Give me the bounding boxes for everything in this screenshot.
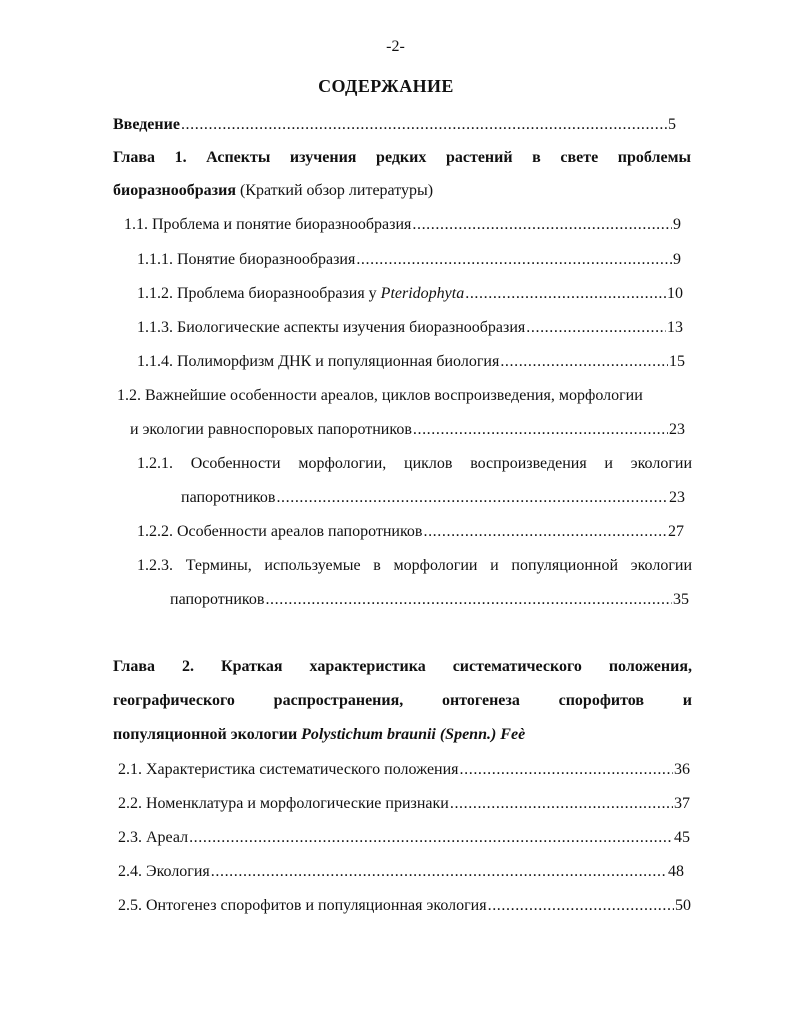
toc-page-ref: 9: [673, 251, 681, 268]
dot-leader: [488, 896, 674, 916]
dot-leader: [500, 352, 668, 372]
dot-leader: [465, 284, 666, 304]
dot-leader: [460, 760, 673, 780]
toc-page-ref: 48: [668, 863, 684, 880]
toc-entry-1-1-2: [137, 284, 683, 304]
toc-entry-title: 2.4. Экология: [118, 863, 210, 880]
toc-entry-1-1-3: [137, 318, 683, 338]
dot-leader: [211, 862, 667, 882]
toc-entry-1-2-1-line1: 1.2.1. Особенности морфологии, циклов воспроизведения и экологии: [137, 455, 692, 472]
toc-entry-title: 2.3. Ареал: [118, 829, 189, 846]
toc-entry-title: 2.2. Номенклатура и морфологические признаки: [118, 795, 449, 812]
toc-entry-title: и экологии равноспоровых папоротников: [130, 421, 412, 438]
toc-entry-1-2-line1: 1.2. Важнейшие особенности ареалов, циклов воспроизведения, морфологии: [117, 387, 643, 404]
toc-entry-1-2-1-line2: [181, 488, 685, 508]
toc-page-ref: 15: [669, 353, 685, 370]
toc-entry-1-1: [124, 215, 681, 235]
toc-page-ref: 45: [674, 829, 690, 846]
toc-entry-title: 2.5. Онтогенез спорофитов и популяционная экология: [118, 897, 487, 914]
dot-leader: [526, 318, 666, 338]
dot-leader: [356, 250, 672, 270]
dot-leader: [276, 488, 668, 508]
dot-leader: [181, 115, 667, 135]
toc-entry-title: папоротников: [181, 489, 276, 506]
toc-entry-title: папоротников: [170, 591, 265, 608]
toc-page-ref: 37: [674, 795, 690, 812]
toc-entry-introduction: [113, 115, 676, 135]
chapter2-title-line1: Глава 2. Краткая характеристика систематического положения,: [113, 658, 692, 675]
toc-page-ref: 36: [674, 761, 690, 778]
toc-heading: СОДЕРЖАНИЕ: [318, 76, 454, 96]
toc-entry-title: 1.1.4. Полиморфизм ДНК и популяционная биология: [137, 353, 500, 370]
toc-entry-title: Введение: [113, 116, 180, 133]
dot-leader: [265, 590, 672, 610]
toc-page-ref: 23: [669, 489, 685, 506]
toc-entry-1-2-3-line2: [170, 590, 689, 610]
toc-page-ref: 50: [675, 897, 691, 914]
toc-entry-1-2-2: [137, 522, 684, 542]
toc-page-ref: 5: [668, 116, 676, 133]
toc-entry-title: 1.1.3. Биологические аспекты изучения биоразнообразия: [137, 319, 526, 336]
chapter1-title-line1: Глава 1. Аспекты изучения редких растений в свете проблемы: [113, 149, 691, 166]
dot-leader: [189, 828, 673, 848]
toc-entry-title: 2.1. Характеристика систематического положения: [118, 761, 459, 778]
toc-entry-title: 1.2.2. Особенности ареалов папоротников: [137, 523, 423, 540]
toc-entry-1-1-4: [137, 352, 685, 372]
toc-entry-title: 1.1.2. Проблема биоразнообразия у Pteridophyta: [137, 285, 465, 302]
chapter2-title-line2: географического распространения, онтогенеза спорофитов и: [113, 692, 692, 709]
dot-leader: [450, 794, 673, 814]
toc-entry-2-1: [118, 760, 690, 780]
dot-leader: [413, 420, 668, 440]
toc-entry-2-4: [118, 862, 684, 882]
page-number: -2-: [386, 38, 405, 55]
toc-entry-1-2-3-line1: 1.2.3. Термины, используемые в морфологии и популяционной экологии: [137, 557, 692, 574]
toc-entry-2-3: [118, 828, 690, 848]
toc-page-ref: 35: [673, 591, 689, 608]
dot-leader: [412, 215, 672, 235]
toc-entry-2-5: [118, 896, 691, 916]
toc-entry-title: 1.1. Проблема и понятие биоразнообразия: [124, 216, 412, 233]
toc-page-ref: 9: [673, 216, 681, 233]
chapter1-title-line2: биоразнообразия (Краткий обзор литературы): [113, 182, 434, 199]
toc-page-ref: 23: [669, 421, 685, 438]
toc-entry-1-2-line2: [130, 420, 685, 440]
toc-entry-title: 1.1.1. Понятие биоразнообразия: [137, 251, 356, 268]
toc-page-ref: 27: [668, 523, 684, 540]
toc-page-ref: 13: [667, 319, 683, 336]
toc-entry-1-1-1: [137, 250, 681, 270]
toc-entry-2-2: [118, 794, 690, 814]
toc-page-ref: 10: [667, 285, 683, 302]
dot-leader: [423, 522, 667, 542]
chapter2-title-line3: популяционной экологии Polystichum braunii (Spenn.) Feè: [113, 726, 526, 743]
